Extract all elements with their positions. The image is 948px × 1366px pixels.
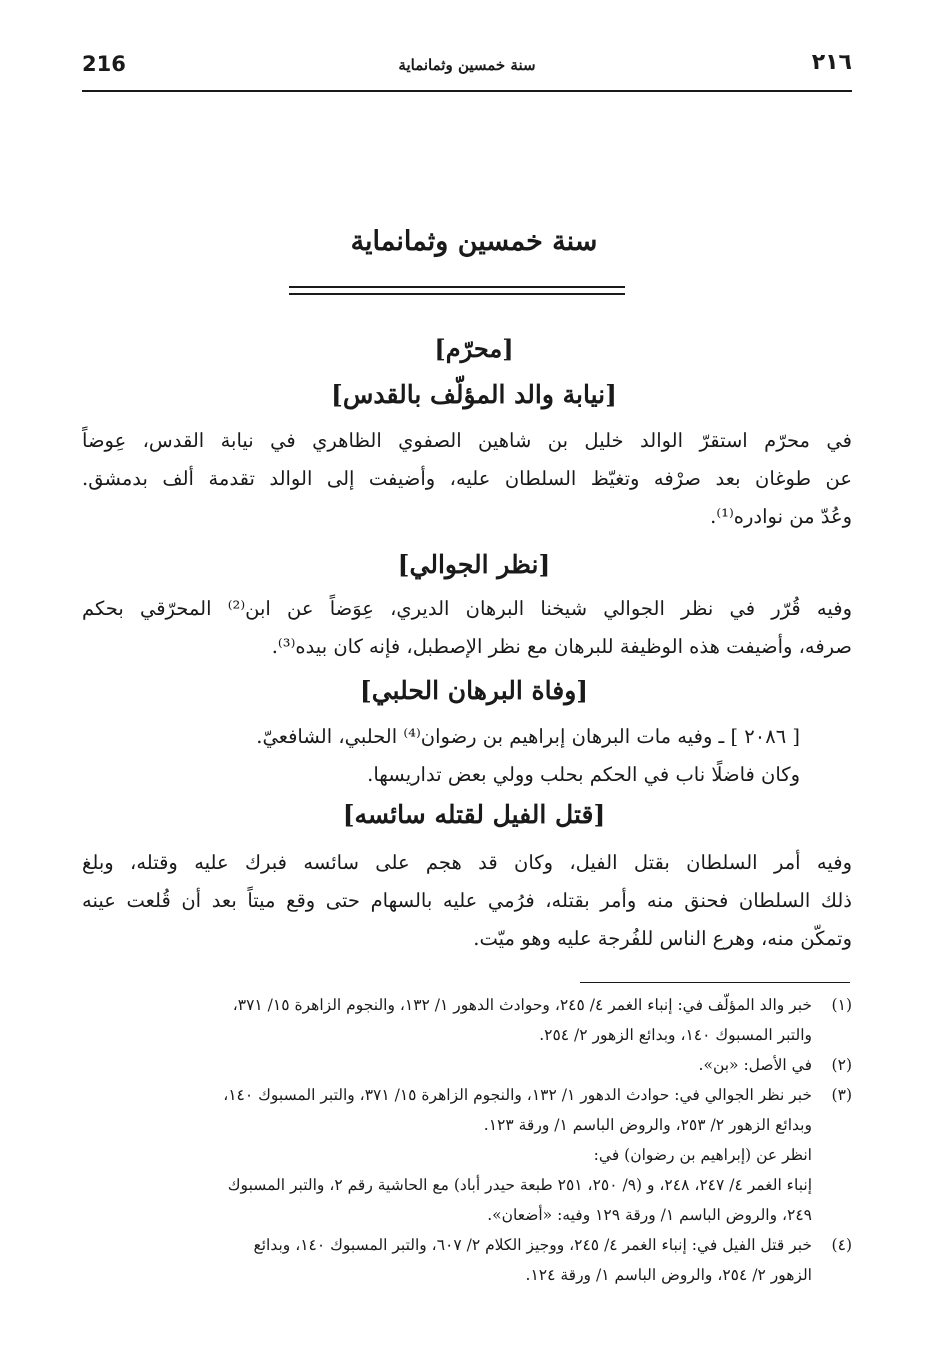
footnote-line: خبر قتل الفيل في: إنباء الغمر ٤/ ٢٤٥، ووجيز الكلام ٢/ ٦٠٧، والتبر المسبوك ١٤٠، وبدائع <box>253 1236 812 1254</box>
footnote-line: ٢٤٩، والروض الباسم ١/ ورقة ١٢٩ وفيه: «أضعان». <box>487 1206 812 1224</box>
paragraph-line: في محرّم استقرّ الوالد خليل بن شاهين الصفوي الظاهري في نيابة القدس، عِوضاً <box>82 429 852 452</box>
title-double-rule-bottom <box>289 293 625 295</box>
running-title: سنة خمسين وثمانماية <box>398 56 536 74</box>
footnote <box>82 990 852 1050</box>
page-header <box>82 48 852 88</box>
header-rule <box>82 90 852 92</box>
footnote <box>82 1080 852 1230</box>
footnote-line: في الأصل: «بن». <box>698 1056 812 1074</box>
section-paragraph-2 <box>82 590 852 666</box>
footnote-number: (٣) <box>831 1086 852 1104</box>
section-paragraph-1 <box>82 422 852 536</box>
section-paragraph-3 <box>82 718 800 794</box>
paragraph-line: وكان فاضلًا ناب في الحكم بحلب وولي بعض تداريسها. <box>367 763 800 786</box>
footnote-separator <box>580 982 850 983</box>
section-paragraph-4 <box>82 844 852 958</box>
section-heading-4: [قتل الفيل لقتله سائسه] <box>342 800 606 829</box>
footnote-line: وبدائع الزهور ٢/ ٢٥٣، والروض الباسم ١/ ورقة ١٢٣. <box>483 1116 812 1134</box>
footnote-number: (١) <box>831 996 852 1014</box>
chapter-title: سنة خمسين وثمانماية <box>350 226 598 257</box>
title-double-rule-top <box>289 286 625 288</box>
month-label: [محرّم] <box>434 334 514 363</box>
paragraph-line: وعُدّ من نوادره⁽¹⁾. <box>710 505 852 528</box>
footnote-line: والتبر المسبوك ١٤٠، وبدائع الزهور ٢/ ٢٥٤. <box>539 1026 812 1044</box>
footnote-line: خبر نظر الجوالي في: حوادث الدهور ١/ ١٣٢، والنجوم الزاهرة ١٥/ ٣٧١، والتبر المسبوك ١٤٠، <box>223 1086 812 1104</box>
footnote-line: انظر عن (إبراهيم بن رضوان) في: <box>593 1146 812 1164</box>
section-heading-1: [نيابة والد المؤلّف بالقدس] <box>331 380 617 409</box>
paragraph-line: وتمكّن منه، وهرع الناس للفُرجة عليه وهو ميّت. <box>473 927 852 950</box>
page-number-arabic: ٢١٦ <box>811 50 852 75</box>
paragraph-line: ذلك السلطان فحنق منه وأمر بقتله، فرُمي عليه بالسهام حتى وقع ميتاً بعد أن قُلعت عينه <box>82 889 852 912</box>
page-number-latin: 216 <box>82 52 126 76</box>
footnotes <box>82 990 852 1290</box>
biography-entry-line: [ ٢٠٨٦ ] ـ وفيه مات البرهان إبراهيم بن رضوان⁽⁴⁾ الحلبي، الشافعيّ. <box>256 725 800 748</box>
footnote-line: إنباء الغمر ٤/ ٢٤٧، ٢٤٨، و (٩/ ٢٥٠، ٢٥١ طبعة حيدر أباد) مع الحاشية رقم ٢، والتبر المسبوك <box>227 1176 812 1194</box>
footnote-line: خبر والد المؤلّف في: إنباء الغمر ٤/ ٢٤٥، وحوادث الدهور ١/ ١٣٢، والنجوم الزاهرة ١٥/ ٣٧١، <box>232 996 812 1014</box>
paragraph-line: وفيه أمر السلطان بقتل الفيل، وكان قد هجم على سائسه فبرك عليه وقتله، وبلغ <box>82 851 852 874</box>
paragraph-line: صرفه، وأضيفت هذه الوظيفة للبرهان مع نظر الإصطبل، فإنه كان بيده⁽³⁾. <box>271 635 852 658</box>
footnote <box>82 1050 852 1080</box>
paragraph-line: وفيه قُرّر في نظر الجوالي شيخنا البرهان الديري، عِوَضاً عن ابن⁽²⁾ المحرّقي بحكم <box>82 597 852 620</box>
section-heading-3: [وفاة البرهان الحلبي] <box>359 676 589 705</box>
section-heading-2: [نظر الجوالي] <box>397 550 551 579</box>
footnote-number: (٤) <box>831 1236 852 1254</box>
paragraph-line: عن طوغان بعد صرْفه وتغيّظ السلطان عليه، وأضيفت إلى الوالد تقدمة ألف بدمشق. <box>82 467 852 490</box>
footnote-line: الزهور ٢/ ٢٥٤، والروض الباسم ١/ ورقة ١٢٤. <box>525 1266 812 1284</box>
footnote <box>82 1230 852 1290</box>
footnote-number: (٢) <box>831 1056 852 1074</box>
